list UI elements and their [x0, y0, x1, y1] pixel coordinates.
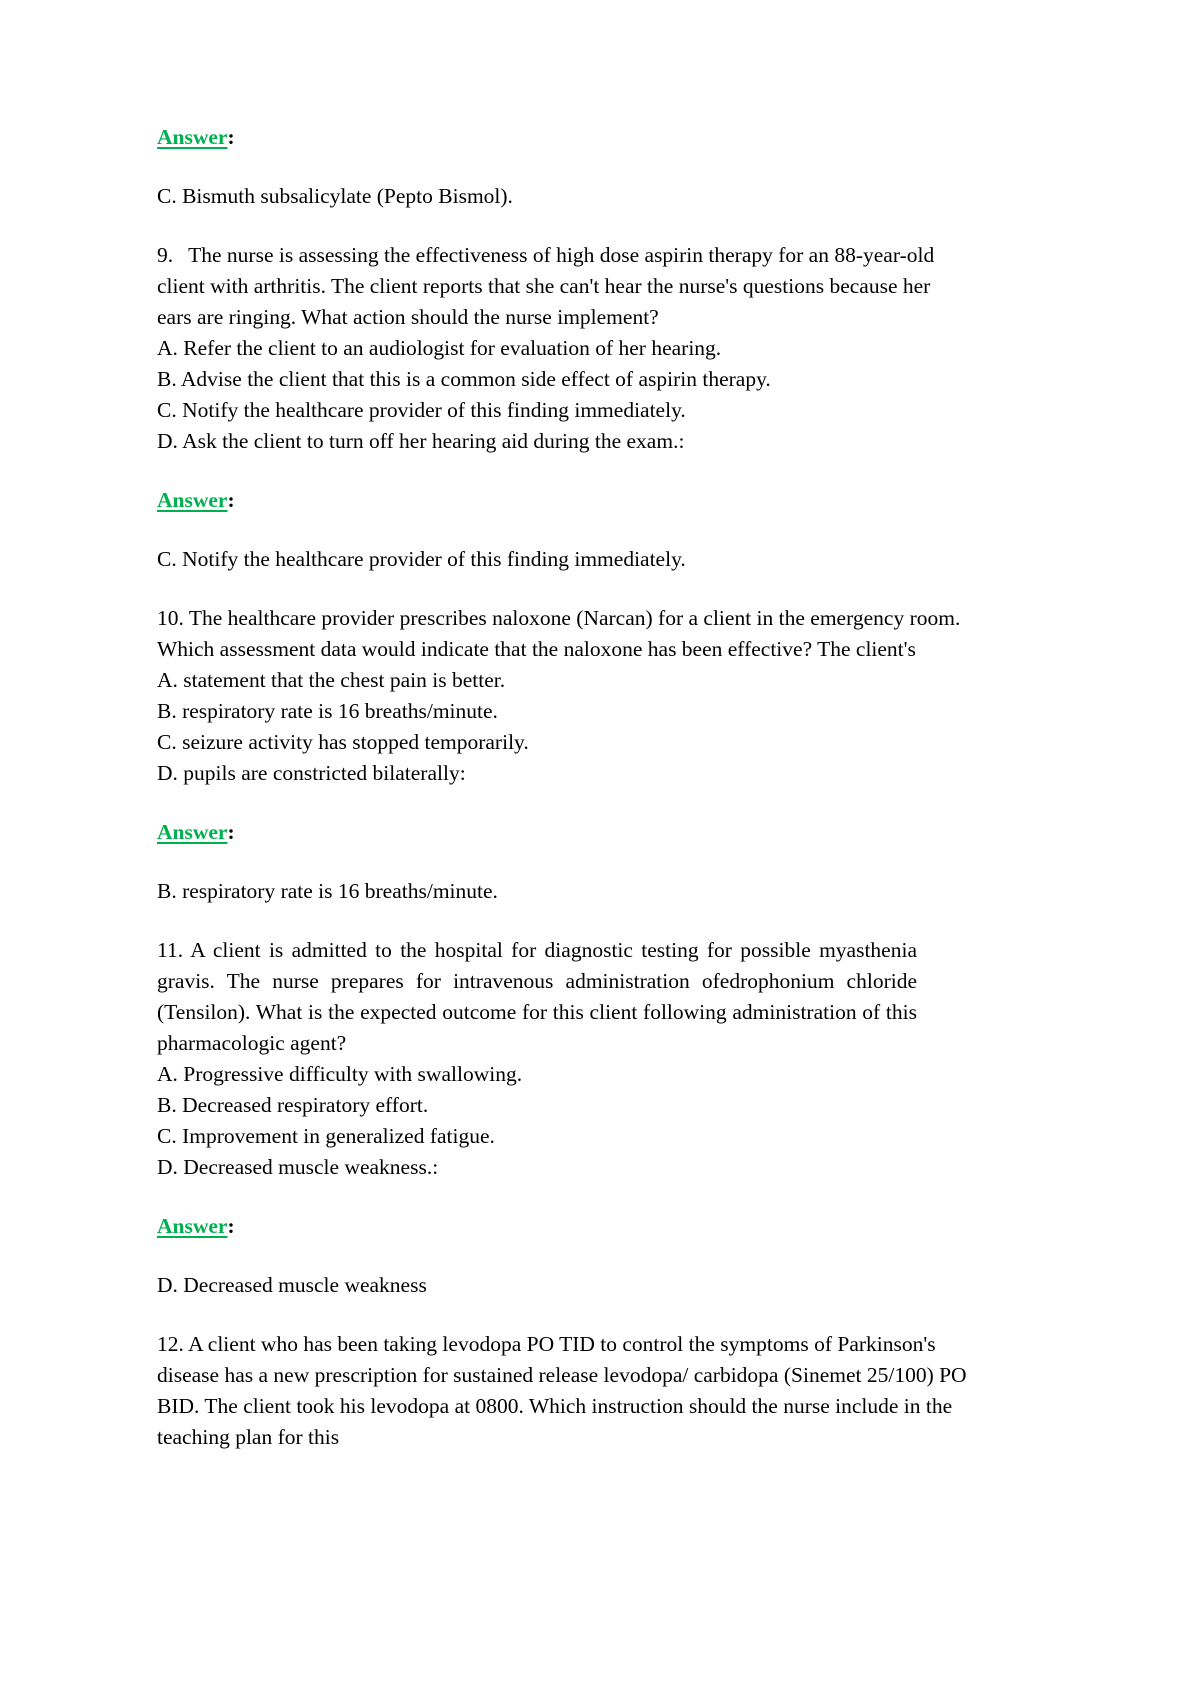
question-body: A client is admitted to the hospital for diagnostic testing for possible myasthenia gravis. The nurse prepares for intravenous administration ofedrophonium chloride (Tensilon). What is the expected outcome for this client following administration of this pharmacologic agent?	[157, 938, 917, 1055]
question-number: 9.	[157, 243, 174, 267]
question-number: 10.	[157, 606, 184, 630]
answer-label: Answer	[157, 488, 228, 512]
question-option-b: B. respiratory rate is 16 breaths/minute.	[157, 699, 498, 723]
answer-heading	[157, 817, 969, 848]
answer-text: C. Notify the healthcare provider of this finding immediately.	[157, 547, 686, 571]
question-option-d: D. Decreased muscle weakness.:	[157, 1155, 439, 1179]
answer-text: B. respiratory rate is 16 breaths/minute.	[157, 879, 498, 903]
question-option-a: A. Progressive difficulty with swallowing.	[157, 1062, 523, 1086]
question-paragraph	[157, 240, 969, 333]
answer-text: C. Bismuth subsalicylate (Pepto Bismol).	[157, 184, 513, 208]
question-option-c: C. Improvement in generalized fatigue.	[157, 1124, 495, 1148]
question-12	[157, 1329, 969, 1453]
question-option-c: C. Notify the healthcare provider of this finding immediately.	[157, 398, 686, 422]
answer-label: Answer	[157, 125, 228, 149]
question-option-c: C. seizure activity has stopped temporarily.	[157, 730, 529, 754]
answer-colon: :	[227, 1214, 235, 1238]
question-option-a: A. statement that the chest pain is better.	[157, 668, 506, 692]
question-number: 12.	[157, 1332, 184, 1356]
question-body: A client who has been taking levodopa PO TID to control the symptoms of Parkinson's disease has a new prescription for sustained release levodopa/ carbidopa (Sinemet 25/100) PO BID. The client took his levodopa at 0800. Which instruction should the nurse include in the teaching plan for this	[157, 1332, 967, 1449]
answer-label: Answer	[157, 1214, 228, 1238]
answer-label: Answer	[157, 820, 228, 844]
answer-heading	[157, 122, 969, 153]
question-option-b: B. Decreased respiratory effort.	[157, 1093, 429, 1117]
answer-colon: :	[227, 820, 235, 844]
question-11	[157, 935, 969, 1183]
question-option-d: D. pupils are constricted bilaterally:	[157, 761, 466, 785]
question-body: The nurse is assessing the effectiveness of high dose aspirin therapy for an 88-year-old client with arthritis. The client reports that she can't hear the nurse's questions because her ears are ringing. What action should the nurse implement?	[157, 243, 935, 329]
question-option-d: D. Ask the client to turn off her hearing aid during the exam.:	[157, 429, 685, 453]
answer-heading	[157, 485, 969, 516]
answer-heading	[157, 1211, 969, 1242]
question-paragraph	[157, 935, 917, 1059]
answer-colon: :	[227, 488, 235, 512]
question-body: The healthcare provider prescribes naloxone (Narcan) for a client in the emergency room. Which assessment data would indicate that the naloxone has been effective? The client's	[157, 606, 961, 661]
question-number: 11.	[157, 938, 184, 962]
question-10	[157, 603, 969, 789]
question-option-a: A. Refer the client to an audiologist for evaluation of her hearing.	[157, 336, 722, 360]
question-9	[157, 240, 969, 457]
answer-colon: :	[227, 125, 235, 149]
question-paragraph	[157, 603, 969, 665]
answer-text: D. Decreased muscle weakness	[157, 1273, 427, 1297]
question-paragraph	[157, 1329, 969, 1453]
question-option-b: B. Advise the client that this is a common side effect of aspirin therapy.	[157, 367, 771, 391]
